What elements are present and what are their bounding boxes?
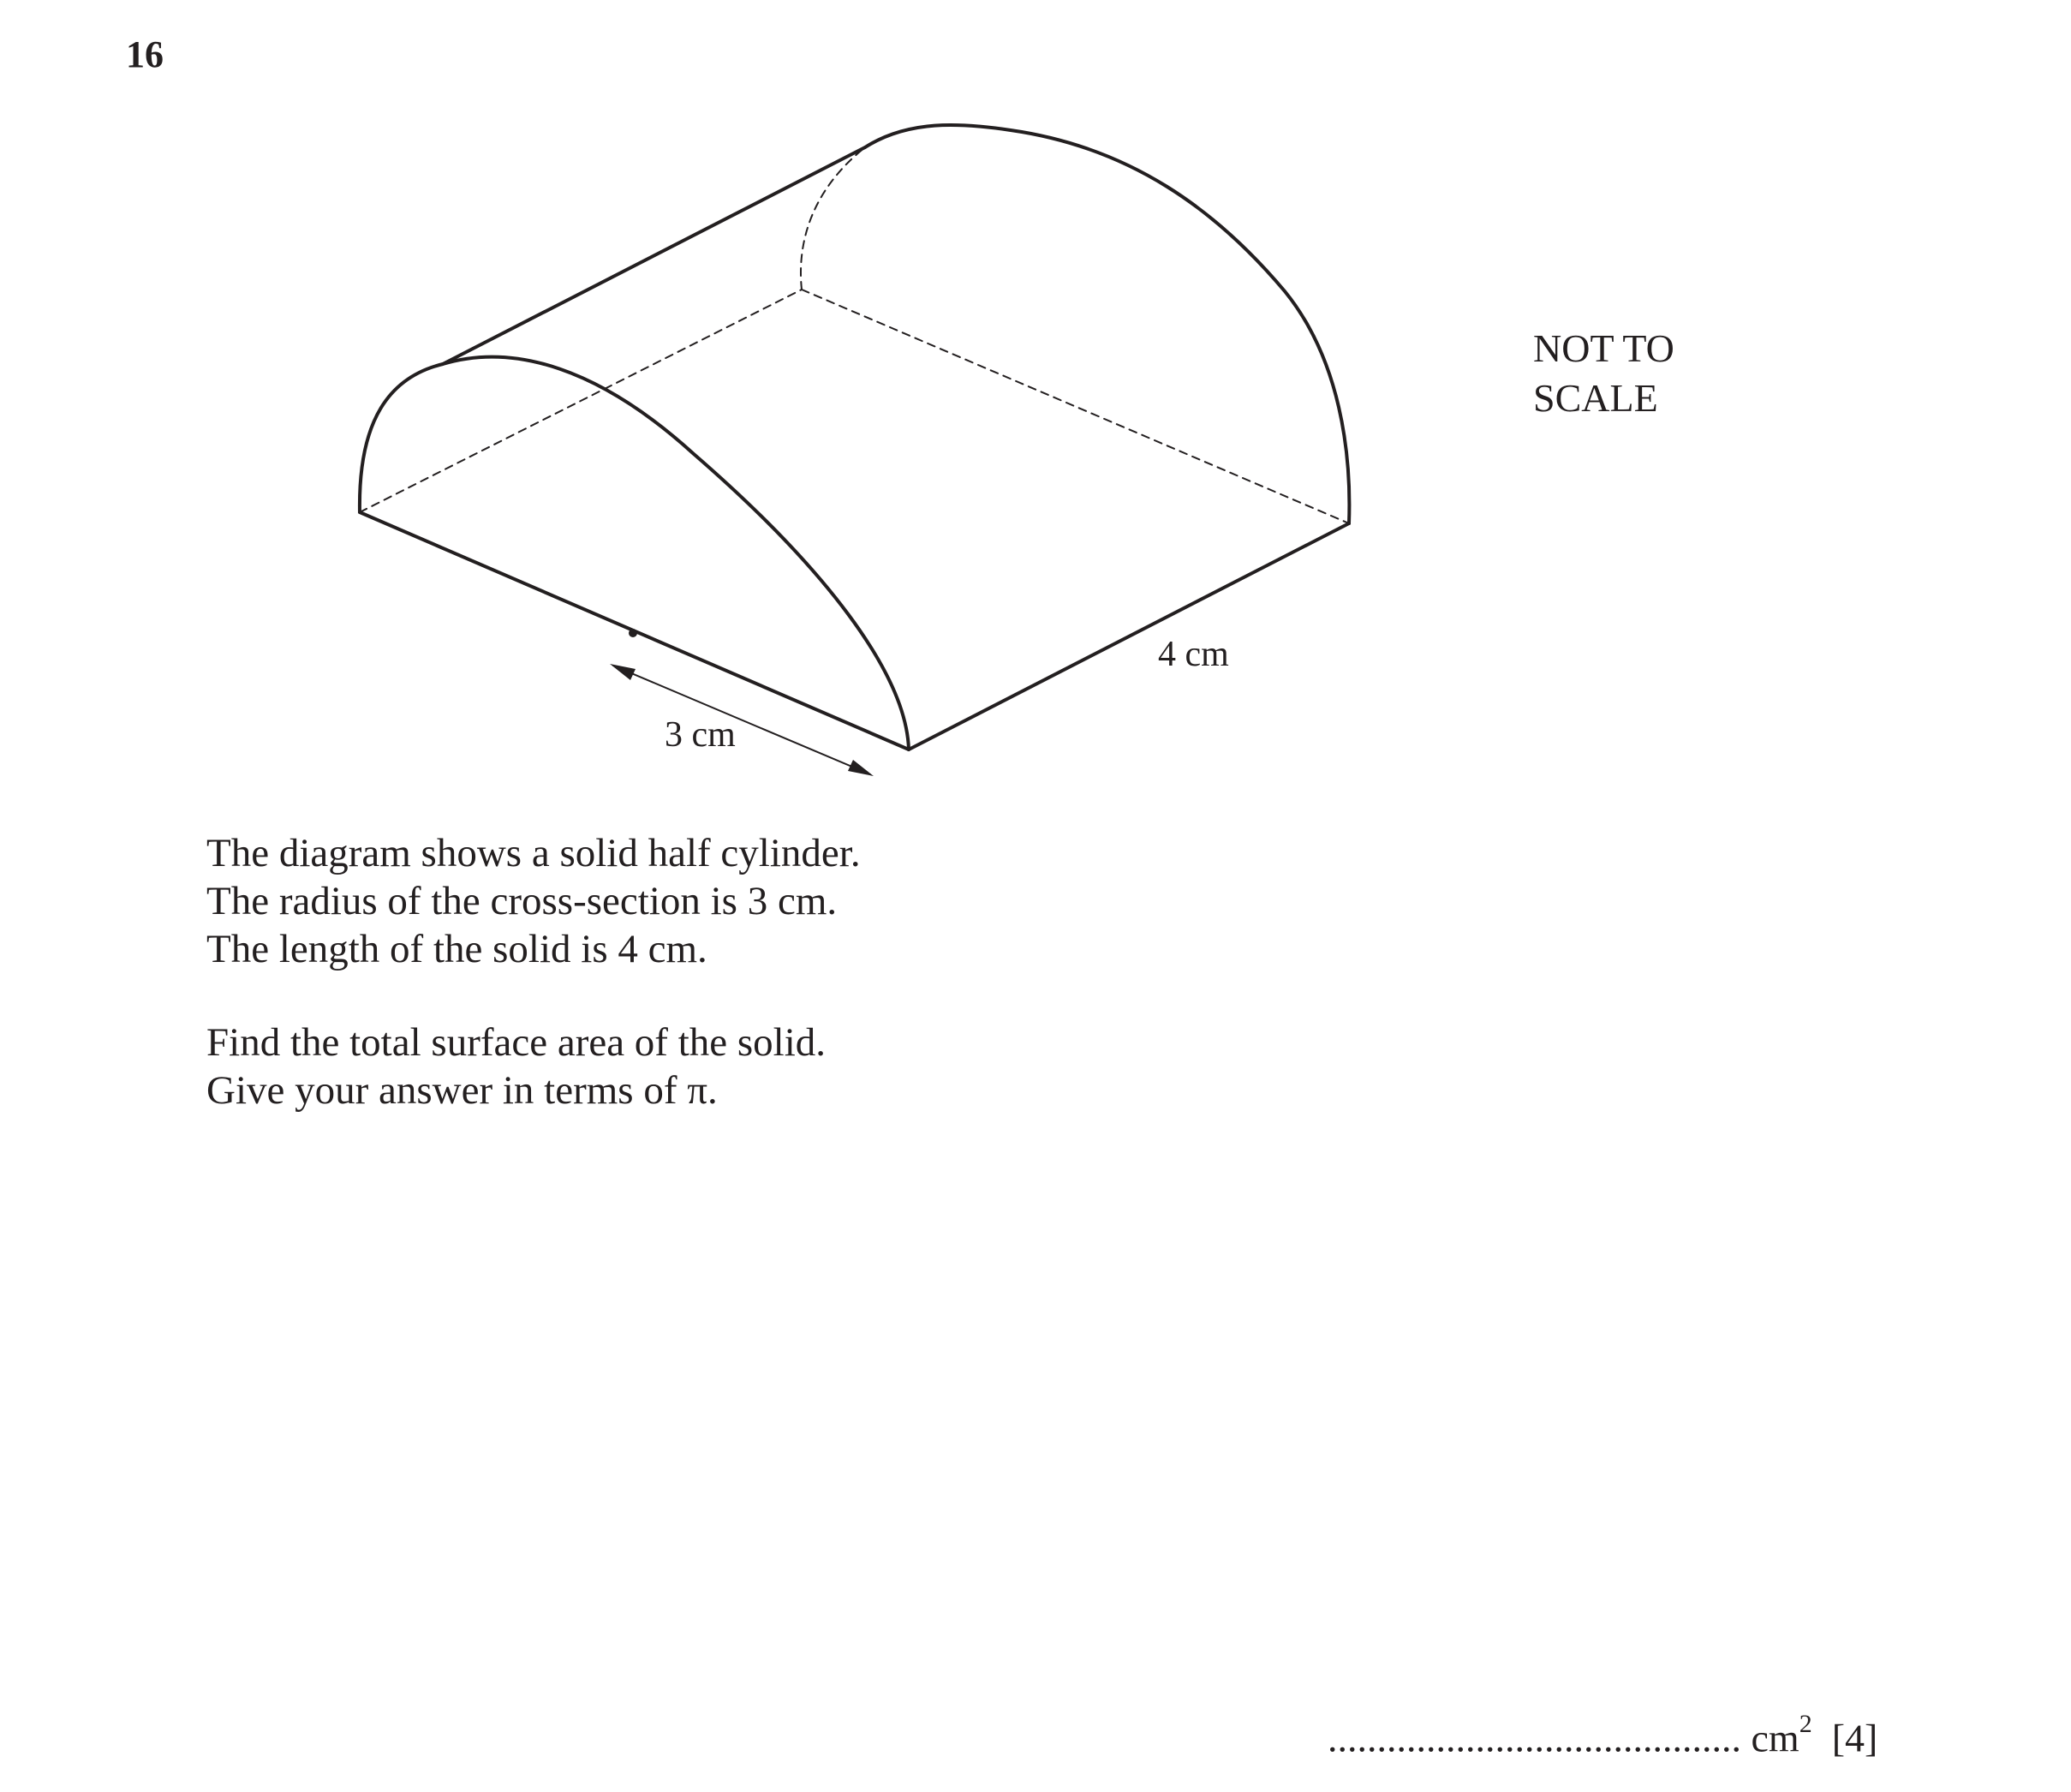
arrowhead-right xyxy=(848,760,874,776)
question-text xyxy=(206,829,861,1114)
length-label: 4 cm xyxy=(1158,635,1229,674)
note-line-2: SCALE xyxy=(1533,376,1658,420)
question-number: 16 xyxy=(126,33,164,75)
text-line-1: The diagram shows a solid half cylinder. xyxy=(206,831,861,875)
arrowhead-left xyxy=(610,664,636,680)
text-line-4: Find the total surface area of the solid. xyxy=(206,1020,827,1065)
not-to-scale-note xyxy=(1533,324,1674,423)
radius-arrow xyxy=(613,666,870,774)
radius-label: 3 cm xyxy=(665,715,736,755)
hidden-edges xyxy=(360,147,1349,523)
answer-unit: cm xyxy=(1751,1716,1799,1760)
answer-unit-power: 2 xyxy=(1799,1710,1812,1738)
midpoint-dot xyxy=(629,629,637,637)
text-line-2: The radius of the cross-section is 3 cm. xyxy=(206,879,838,923)
answer-line xyxy=(1328,1710,1878,1760)
text-line-5: Give your answer in terms of π. xyxy=(206,1068,718,1113)
answer-blank[interactable]: .......................................... xyxy=(1328,1716,1741,1760)
text-line-3: The length of the solid is 4 cm. xyxy=(206,927,707,971)
note-line-1: NOT TO xyxy=(1533,326,1674,370)
marks: [4] xyxy=(1831,1716,1878,1760)
